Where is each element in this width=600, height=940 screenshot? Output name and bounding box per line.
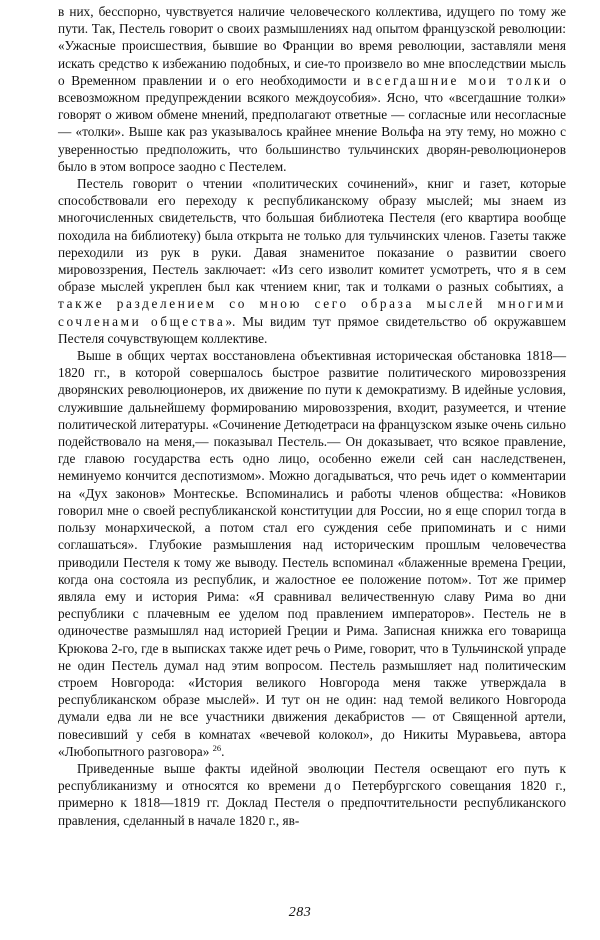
text-run: . <box>221 743 225 759</box>
spaced-text-run: а также разделением со мною сего образа мыслей многими сочленами общества <box>58 279 566 329</box>
text-run: Петербургского совещания 1820 г., примерно к 1818—1819 гг. Доклад Пестеля о предпочтительности республиканского правления, сделанный в начале 1820 г., яв- <box>58 778 567 828</box>
text-run: Выше в общих чертах восстановлена объективная историческая обстановка 1818—1820 гг., в которой совершалось быстрое развитие политического мировоззрения дворянских революционеров, их движение по пути к демократизму. В идейные условия, служившие дальнейшему формированию мировоззрения, входит, разумеется, и чтение политической литературы. «Сочинение Детюдетраси на французском языке очень сильно подействовало на меня,— показывал Пестель.— Он доказывает, что всякое правление, где главою государства есть одно лицо, особенно ежели сей сан наследственен, неминуемо кончится деспотизмом». Можно догадываться, что речь идет о комментарии на «Дух законов» Монтескье. Вспоминались и работы членов общества: «Новиков говорил мне о своей республиканской конституции для России, но я еще спорил тогда в пользу монархической, а потом стал его суждения себе припоминать и с ними соглашаться». Глубокие размышления над историческим прошлым человечества приводили Пестеля к тому же выводу. Пестель вспоминал «блаженные времена Греции, когда она состояла из республик, и жалостное ее положение потом». Тот же пример являла ему и история Рима: «Я сравнивал величественную славу Рима во дни республики с плачевным ее уделом под правлением императоров». Пестель не в одиночестве размышлял над историей Греции и Рима. Записная книжка его товарища Крюкова 2-го, где в выписках также идет речь о Риме, говорит, что в Тульчинской упраде не один Пестель думал над этим вопросом. Пестель размышляет над политическим строем Новгорода: «История великого Новгорода меня также утверждала в республиканском образе мыслей». И тут он не один: над темой великого Новгорода думали едва ли не все участники движения декабристов — от Священной артели, повесивший у себя в комнатах «вечевой колокол», до Никиты Муравьева, автора «Любопытного разговора» <box>58 348 566 759</box>
text-run: о всевозможном предупреждении всякого междоусобия». Ясно, что «всегдашние толки» говорят о живом обмене мнений, предполагают ответные — согласные или несогласные — «толки». Выше как раз указывалось крайнее мнение Вольфа на эту тему, но можно с уверенностью предположить, что большинство тульчинских дворян-революционеров было в этом вопросе заодно с Пестелем. <box>58 72 566 174</box>
paragraph-3 <box>58 347 566 760</box>
text-run: ». Мы видим тут прямое свидетельство об окружавшем Пестеля сочувствующем коллективе. <box>58 313 566 346</box>
spaced-text-run: всегдашние мои толки <box>366 72 553 88</box>
paragraph-2 <box>58 175 566 347</box>
paragraph-4 <box>58 760 566 829</box>
body-text <box>58 3 566 829</box>
spaced-text-run: до <box>324 778 344 794</box>
text-run: в них, бесспорно, чувствуется наличие человеческого коллектива, идущего по тому же пути. Так, Пестель говорит о своих размышлениях над опытом французской революции: «Ужасные происшествия, бывшие во Франции во время революции, заставляли меня искать средство к избежанию подобных, и сие-то произвело во мне впоследствии мысль о Временном правлении и о его необходимости и <box>58 4 566 88</box>
footnote-ref: 26 <box>212 742 222 753</box>
text-run: Приведенные выше факты идейной эволюции Пестеля освещают его путь к республиканизму и относятся ко времени <box>58 760 566 794</box>
text-run: Пестель говорит о чтении «политических сочинений», книг и газет, которые способствовали его переходу к республиканскому образу мыслей; мы знаем из многочисленных свидетельств, что большая библиотека Пестеля (его квартира вообще походила на библиотеку) была открыта не только для тульчинских членов. Газеты также переходили из рук в руки. Давая знаменитое показание о развитии своего мировоззрения, Пестель заключает: «Из сего изволит комитет усмотреть, что я в сем образе мыслей укреплен был как чтением книг, так и толками о разных событиях, <box>58 176 566 295</box>
paragraph-1 <box>58 3 566 175</box>
page-number: 283 <box>288 905 312 920</box>
